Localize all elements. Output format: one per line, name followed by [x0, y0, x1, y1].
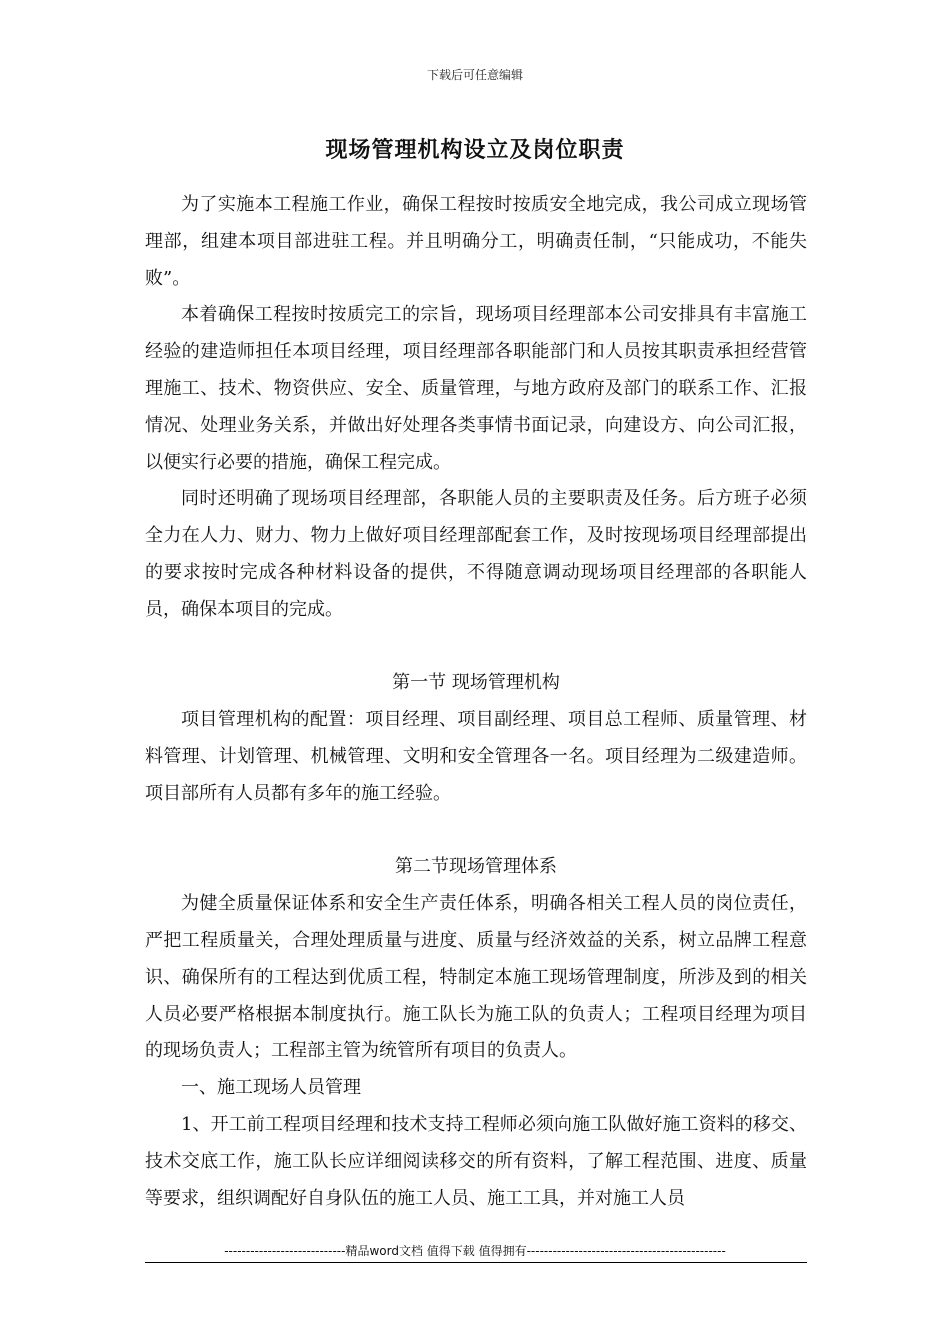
section-paragraph: 项目管理机构的配置：项目经理、项目副经理、项目总工程师、质量管理、材料管理、计划管理、机械管理、文明和安全管理各一名。项目经理为二级建造师。项目部所有人员都有多年的施工经验。 [145, 709, 807, 804]
section-heading: 第一节 现场管理机构 [392, 672, 560, 694]
section-paragraph: 为健全质量保证体系和安全生产责任体系，明确各相关工程人员的岗位责任，严把工程质量关，合理处理质量与进度、质量与经济效益的关系，树立品牌工程意识、确保所有的工程达到优质工程，特制定本施工现场管理制度，所涉及到的相关人员必要严格根据本制度执行。施工队长为施工队的负责人；工程项目经理为项目的现场负责人；工程部主管为统管所有项目的负责人。 [145, 893, 807, 1062]
spacer [145, 629, 807, 666]
intro-paragraph: 为了实施本工程施工作业，确保工程按时按质安全地完成，我公司成立现场管理部，组建本项目部进驻工程。并且明确分工，明确责任制，“只能成功，不能失败”。 [145, 194, 807, 289]
intro-paragraph: 本着确保工程按时按质完工的宗旨，现场项目经理部本公司安排具有丰富施工经验的建造师担任本项目经理，项目经理部各职能部门和人员按其职责承担经营管理施工、技术、物资供应、安全、质量管理，与地方政府及部门的联系工作、汇报情况、处理业务关系，并做出好处理各类事情书面记录，向建设方、向公司汇报，以便实行必要的措施，确保工程完成。 [145, 304, 807, 473]
footer-text: ----------------------------精品word文档 值得下载 值得拥有---------------------------------------------- [224, 1244, 726, 1258]
document-title: 现场管理机构设立及岗位职责 [325, 138, 625, 163]
spacer [145, 813, 807, 850]
section-heading: 第二节现场管理体系 [395, 856, 557, 878]
document-body [145, 187, 807, 1217]
footer-divider [145, 1262, 807, 1263]
intro-paragraph: 同时还明确了现场项目经理部，各职能人员的主要职责及任务。后方班子必须全力在人力、财力、物力上做好项目经理部配套工作，及时按现场项目经理部提出的要求按时完成各种材料设备的提供，不得随意调动现场项目经理部的各职能人员，确保本项目的完成。 [145, 488, 807, 620]
header-note: 下载后可任意编辑 [426, 68, 523, 82]
section-paragraph: 1、开工前工程项目经理和技术支持工程师必须向施工队做好施工资料的移交、技术交底工作，施工队长应详细阅读移交的所有资料，了解工程范围、进度、质量等要求，组织调配好自身队伍的施工人员、施工工具，并对施工人员 [145, 1113, 807, 1209]
subsection-heading: 一、施工现场人员管理 [181, 1077, 361, 1099]
